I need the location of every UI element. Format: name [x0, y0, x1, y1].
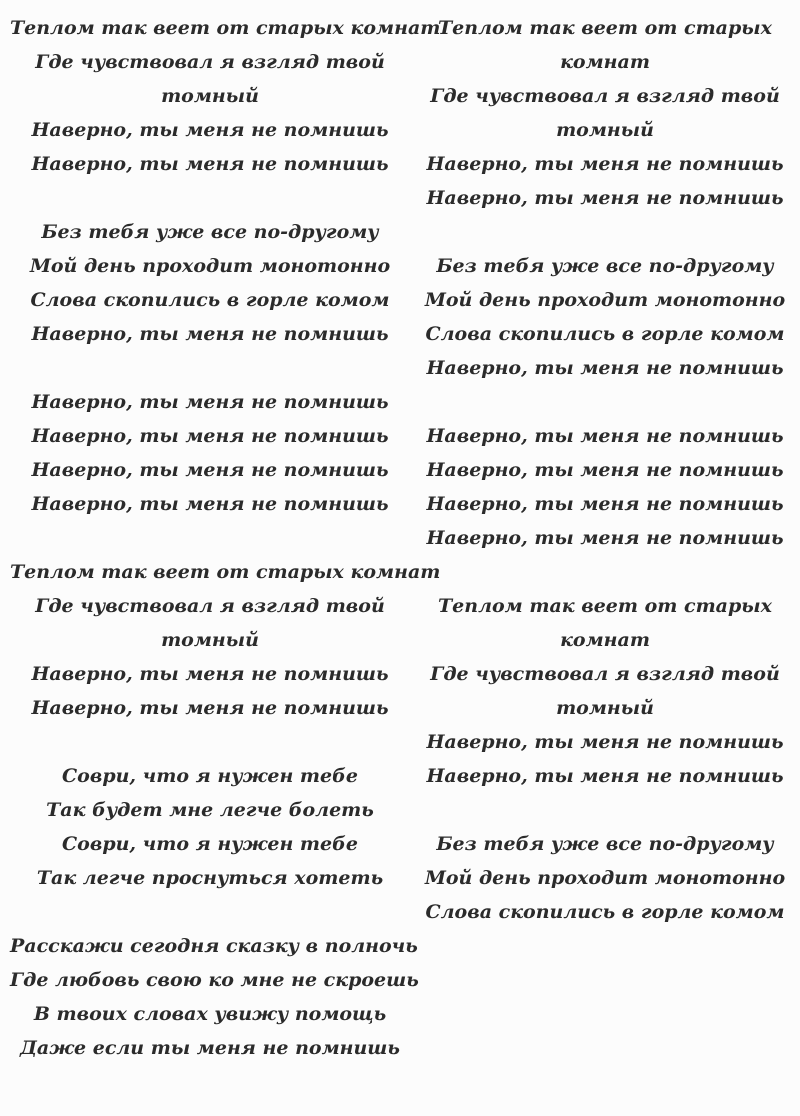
- lyric-line: Расскажи сегодня сказку в полночь: [10, 935, 418, 957]
- lyric-line: Наверно, ты меня не помнишь: [426, 153, 784, 175]
- lyric-line: Наверно, ты меня не помнишь: [31, 425, 389, 447]
- lyric-line: Теплом так веет от старых комнат: [10, 17, 441, 39]
- stanza-gap: [10, 725, 410, 759]
- lyric-line: Без тебя уже все по-другому: [41, 221, 379, 243]
- lyric-line: комнат: [560, 629, 650, 651]
- lyric-line: Теплом так веет от старых комнат: [10, 561, 441, 583]
- lyric-line: Где чувствовал я взгляд твой: [35, 51, 385, 73]
- lyric-line: Слова скопились в горле комом: [425, 323, 785, 345]
- stanza-gap: [410, 793, 800, 827]
- stanza-gap: [410, 215, 800, 249]
- lyric-line: Теплом так веет от старых: [438, 595, 772, 617]
- lyric-line: Наверно, ты меня не помнишь: [31, 153, 389, 175]
- lyric-line: Даже если ты меня не помнишь: [20, 1037, 400, 1059]
- lyric-line: Слова скопились в горле комом: [30, 289, 390, 311]
- lyric-line: томный: [161, 85, 259, 107]
- lyric-line: Где любовь свою ко мне не скроешь: [10, 969, 419, 991]
- lyrics-column-right: [410, 11, 800, 929]
- lyric-line: Наверно, ты меня не помнишь: [31, 697, 389, 719]
- lyric-line: Наверно, ты меня не помнишь: [426, 357, 784, 379]
- lyric-line: Соври, что я нужен тебе: [62, 765, 358, 787]
- lyric-line: Наверно, ты меня не помнишь: [31, 391, 389, 413]
- lyrics-column-left: [10, 11, 441, 1065]
- lyric-line: томный: [556, 119, 654, 141]
- lyric-line: Наверно, ты меня не помнишь: [426, 765, 784, 787]
- lyric-line: Без тебя уже все по-другому: [436, 833, 774, 855]
- lyric-line: Наверно, ты меня не помнишь: [31, 323, 389, 345]
- lyric-line: Наверно, ты меня не помнишь: [31, 493, 389, 515]
- lyric-line: Наверно, ты меня не помнишь: [31, 663, 389, 685]
- lyric-line: Наверно, ты меня не помнишь: [426, 493, 784, 515]
- stanza-gap: [10, 181, 410, 215]
- stanza-gap: [410, 385, 800, 419]
- lyric-line: Так будет мне легче болеть: [46, 799, 374, 821]
- lyric-line: томный: [556, 697, 654, 719]
- lyric-line: В твоих словах увижу помощь: [33, 1003, 387, 1025]
- stanza-gap: [10, 521, 410, 555]
- lyric-line: Наверно, ты меня не помнишь: [426, 425, 784, 447]
- lyric-line: томный: [161, 629, 259, 651]
- stanza-gap: [410, 555, 800, 589]
- lyric-line: Наверно, ты меня не помнишь: [426, 731, 784, 753]
- lyric-line: Так легче проснуться хотеть: [36, 867, 384, 889]
- lyric-line: Мой день проходит монотонно: [29, 255, 391, 277]
- lyric-line: Мой день проходит монотонно: [424, 289, 786, 311]
- stanza-gap: [10, 895, 410, 929]
- lyric-line: Наверно, ты меня не помнишь: [426, 459, 784, 481]
- lyric-line: Без тебя уже все по-другому: [436, 255, 774, 277]
- lyric-line: Где чувствовал я взгляд твой: [430, 85, 780, 107]
- lyric-line: Наверно, ты меня не помнишь: [31, 119, 389, 141]
- lyric-line: Соври, что я нужен тебе: [62, 833, 358, 855]
- lyric-line: Наверно, ты меня не помнишь: [426, 187, 784, 209]
- lyric-line: Мой день проходит монотонно: [424, 867, 786, 889]
- lyric-line: Слова скопились в горле комом: [425, 901, 785, 923]
- stanza-gap: [10, 351, 410, 385]
- lyric-line: Теплом так веет от старых: [438, 17, 772, 39]
- lyric-line: Наверно, ты меня не помнишь: [31, 459, 389, 481]
- lyric-line: Где чувствовал я взгляд твой: [430, 663, 780, 685]
- lyric-line: Наверно, ты меня не помнишь: [426, 527, 784, 549]
- lyric-line: Где чувствовал я взгляд твой: [35, 595, 385, 617]
- lyric-line: комнат: [560, 51, 650, 73]
